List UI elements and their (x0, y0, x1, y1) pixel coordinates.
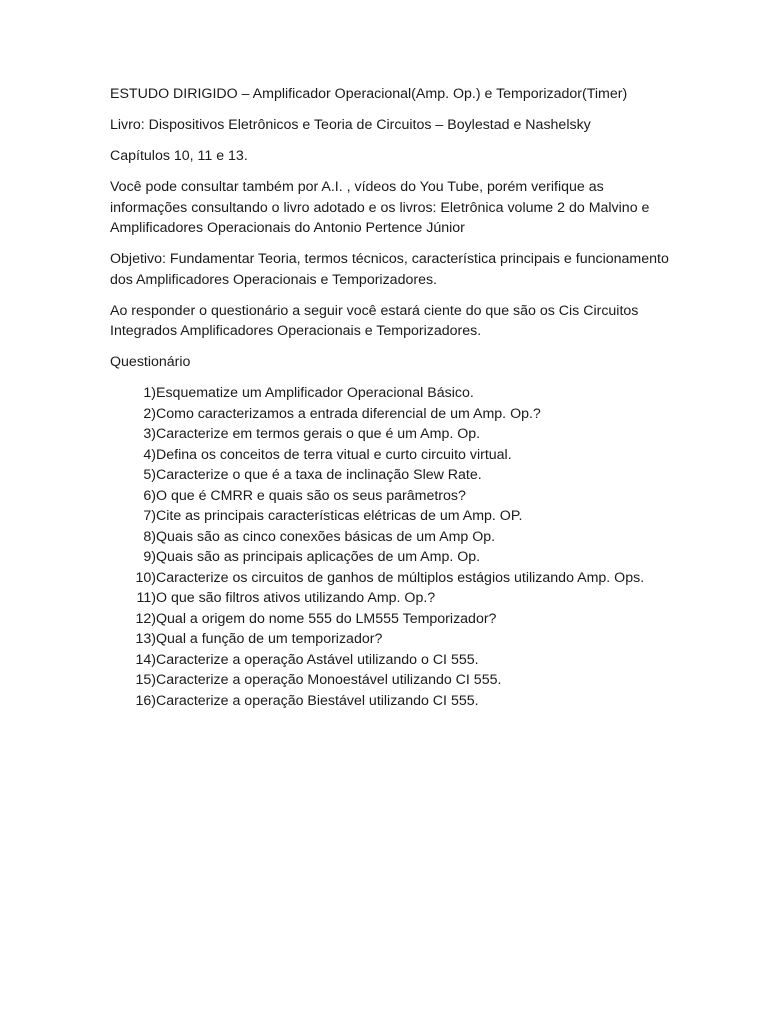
list-item-text: Como caracterizamos a entrada diferencial de um Amp. Op.? (156, 405, 541, 422)
consultation-note: Você pode consultar também por A.I. , vídeos do You Tube, porém verifique as informações consultando o livro adotado e os livros: Eletrônica volume 2 do Malvino e Amplificadores Operacionais do Antonio Pertence Júnior (110, 179, 650, 236)
list-item-number: 4) (143, 446, 156, 463)
list-item (110, 383, 670, 404)
document-page (110, 84, 670, 711)
list-item-number: 16) (135, 692, 156, 709)
list-item (110, 609, 670, 630)
list-item-text: Esquematize um Amplificador Operacional Básico. (156, 385, 474, 401)
questionnaire-heading: Questionário (110, 354, 191, 370)
list-item-number: 2) (143, 405, 156, 422)
question-list (110, 383, 670, 711)
list-item-text: Caracterize a operação Monoestável utilizando CI 555. (156, 672, 502, 688)
list-item-number: 15) (135, 672, 156, 688)
list-item-text: Quais são as principais aplicações de um Amp. Op. (156, 549, 481, 565)
list-item (110, 629, 670, 650)
list-item-number: 8) (143, 528, 156, 545)
list-item-text: Cite as principais características elétricas de um Amp. OP. (156, 508, 523, 524)
list-item (110, 547, 670, 568)
list-item-number: 7) (143, 508, 156, 524)
list-item-number: 5) (143, 467, 156, 483)
document-title: ESTUDO DIRIGIDO – Amplificador Operacional(Amp. Op.) e Temporizador(Timer) (110, 86, 628, 102)
list-item (110, 527, 670, 548)
list-item (110, 465, 670, 486)
list-item-text: O que são filtros ativos utilizando Amp. Op.? (156, 590, 436, 606)
list-item-number: 10) (135, 569, 156, 586)
list-item (110, 650, 670, 671)
list-item-text: Qual a origem do nome 555 do LM555 Temporizador? (156, 610, 497, 627)
list-item (110, 424, 670, 445)
list-item (110, 486, 670, 507)
list-item-number: 3) (143, 426, 156, 442)
list-item-number: 12) (135, 610, 156, 627)
list-item-text: Quais são as cinco conexões básicas de um Amp Op. (156, 528, 496, 545)
objective-paragraph: Objetivo: Fundamentar Teoria, termos técnicos, característica principais e funcionamento dos Amplificadores Operacionais e Temporizadores. (110, 251, 669, 288)
list-item-number: 9) (143, 549, 156, 565)
list-item-text: Caracterize os circuitos de ganhos de múltiplos estágios utilizando Amp. Ops. (156, 569, 645, 586)
list-item (110, 445, 670, 466)
list-item-text: Defina os conceitos de terra vitual e curto circuito virtual. (156, 446, 512, 463)
list-item-text: Qual a função de um temporizador? (156, 631, 383, 647)
list-item (110, 691, 670, 712)
list-item-text: Caracterize o que é a taxa de inclinação Slew Rate. (156, 467, 482, 483)
list-item-text: Caracterize a operação Astável utilizando o CI 555. (156, 651, 479, 668)
book-reference: Livro: Dispositivos Eletrônicos e Teoria de Circuitos – Boylestad e Nashelsky (110, 117, 591, 133)
list-item (110, 670, 670, 691)
list-item (110, 568, 670, 589)
list-item-text: Caracterize a operação Biestável utilizando CI 555. (156, 692, 479, 709)
list-item (110, 506, 670, 527)
list-item-number: 11) (136, 590, 156, 606)
list-item-number: 14) (135, 651, 156, 668)
list-item-text: Caracterize em termos gerais o que é um Amp. Op. (156, 426, 481, 442)
instructions-paragraph: Ao responder o questionário a seguir você estará ciente do que são os Cis Circuitos Integrados Amplificadores Operacionais e Temporizadores. (110, 302, 639, 339)
list-item-number: 13) (135, 631, 156, 647)
chapters-line: Capítulos 10, 11 e 13. (110, 148, 248, 164)
list-item-number: 1) (143, 385, 156, 401)
list-item (110, 588, 670, 609)
list-item-text: O que é CMRR e quais são os seus parâmetros? (156, 487, 466, 504)
list-item (110, 404, 670, 425)
list-item-number: 6) (143, 487, 156, 504)
